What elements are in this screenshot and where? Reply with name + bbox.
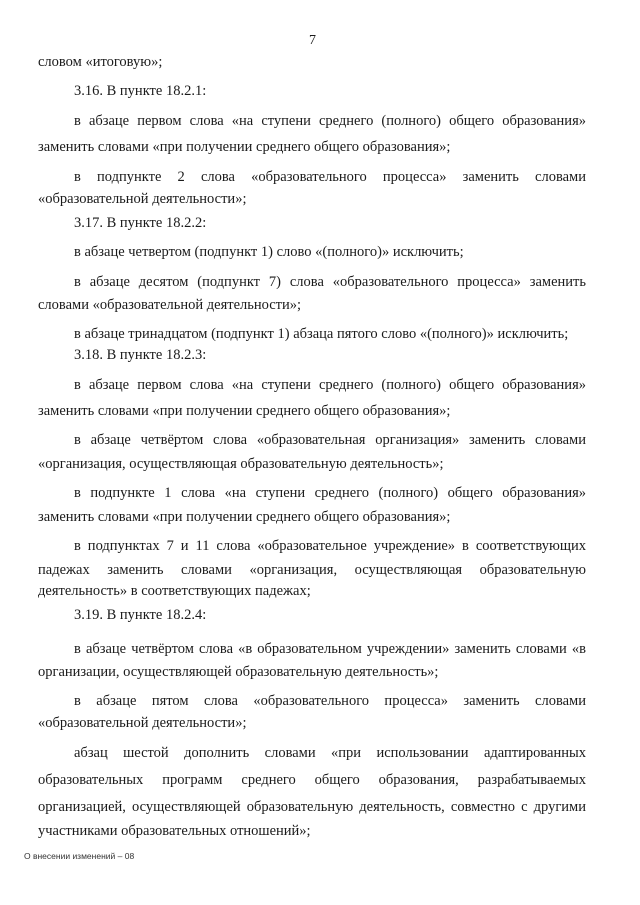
text-line: участниками образовательных отношений»;	[38, 823, 311, 839]
text-line: в абзаце четвертом (подпункт 1) слово «(полного)» исключить;	[74, 244, 464, 260]
text-line: абзац шестой дополнить словами «при использовании адаптированных	[74, 745, 586, 761]
text-line: в абзаце четвёртом слова «образовательная организация» заменить словами	[74, 432, 586, 448]
text-line: в абзаце пятом слова «образовательного процесса» заменить словами	[74, 693, 586, 709]
text-line: словами «образовательной деятельности»;	[38, 297, 302, 313]
text-line: заменить словами «при получении среднего общего образования»;	[38, 403, 451, 419]
text-line: в абзаце тринадцатом (подпункт 1) абзаца пятого слово «(полного)» исключить;	[74, 326, 569, 342]
page-number: 7	[309, 33, 316, 48]
text-line: заменить словами «при получении среднего общего образования»;	[38, 509, 451, 525]
text-line: в подпункте 2 слова «образовательного процесса» заменить словами	[74, 169, 586, 185]
text-line: организацией, осуществляющей образовательную деятельность, совместно с другими	[38, 799, 586, 815]
text-line: в абзаце первом слова «на ступени среднего (полного) общего образования»	[74, 113, 586, 129]
text-line: «образовательной деятельности»;	[38, 715, 247, 731]
text-line: в абзаце десятом (подпункт 7) слова «образовательного процесса» заменить	[74, 274, 586, 290]
text-line: в абзаце первом слова «на ступени среднего (полного) общего образования»	[74, 377, 586, 393]
section-heading: 3.17. В пункте 18.2.2:	[74, 215, 207, 231]
text-line: словом «итоговую»;	[38, 54, 163, 70]
text-line: в подпунктах 7 и 11 слова «образовательное учреждение» в соответствующих	[74, 538, 586, 554]
section-heading: 3.18. В пункте 18.2.3:	[74, 347, 207, 363]
text-line: в абзаце четвёртом слова «в образовательном учреждении» заменить словами «в	[74, 641, 586, 657]
text-line: в подпункте 1 слова «на ступени среднего (полного) общего образования»	[74, 485, 586, 501]
text-line: «образовательной деятельности»;	[38, 191, 247, 207]
section-heading: 3.16. В пункте 18.2.1:	[74, 83, 207, 99]
footer-doc-id: О внесении изменений – 08	[24, 851, 135, 861]
section-heading: 3.19. В пункте 18.2.4:	[74, 607, 207, 623]
text-line: деятельность» в соответствующих падежах;	[38, 583, 311, 599]
text-line: «организация, осуществляющая образовательную деятельность»;	[38, 456, 444, 472]
text-line: организации, осуществляющей образовательную деятельность»;	[38, 664, 439, 680]
text-line: заменить словами «при получении среднего общего образования»;	[38, 139, 451, 155]
text-line: образовательных программ среднего общего образования, разрабатываемых	[38, 772, 586, 788]
text-line: падежах заменить словами «организация, осуществляющая образовательную	[38, 562, 586, 578]
